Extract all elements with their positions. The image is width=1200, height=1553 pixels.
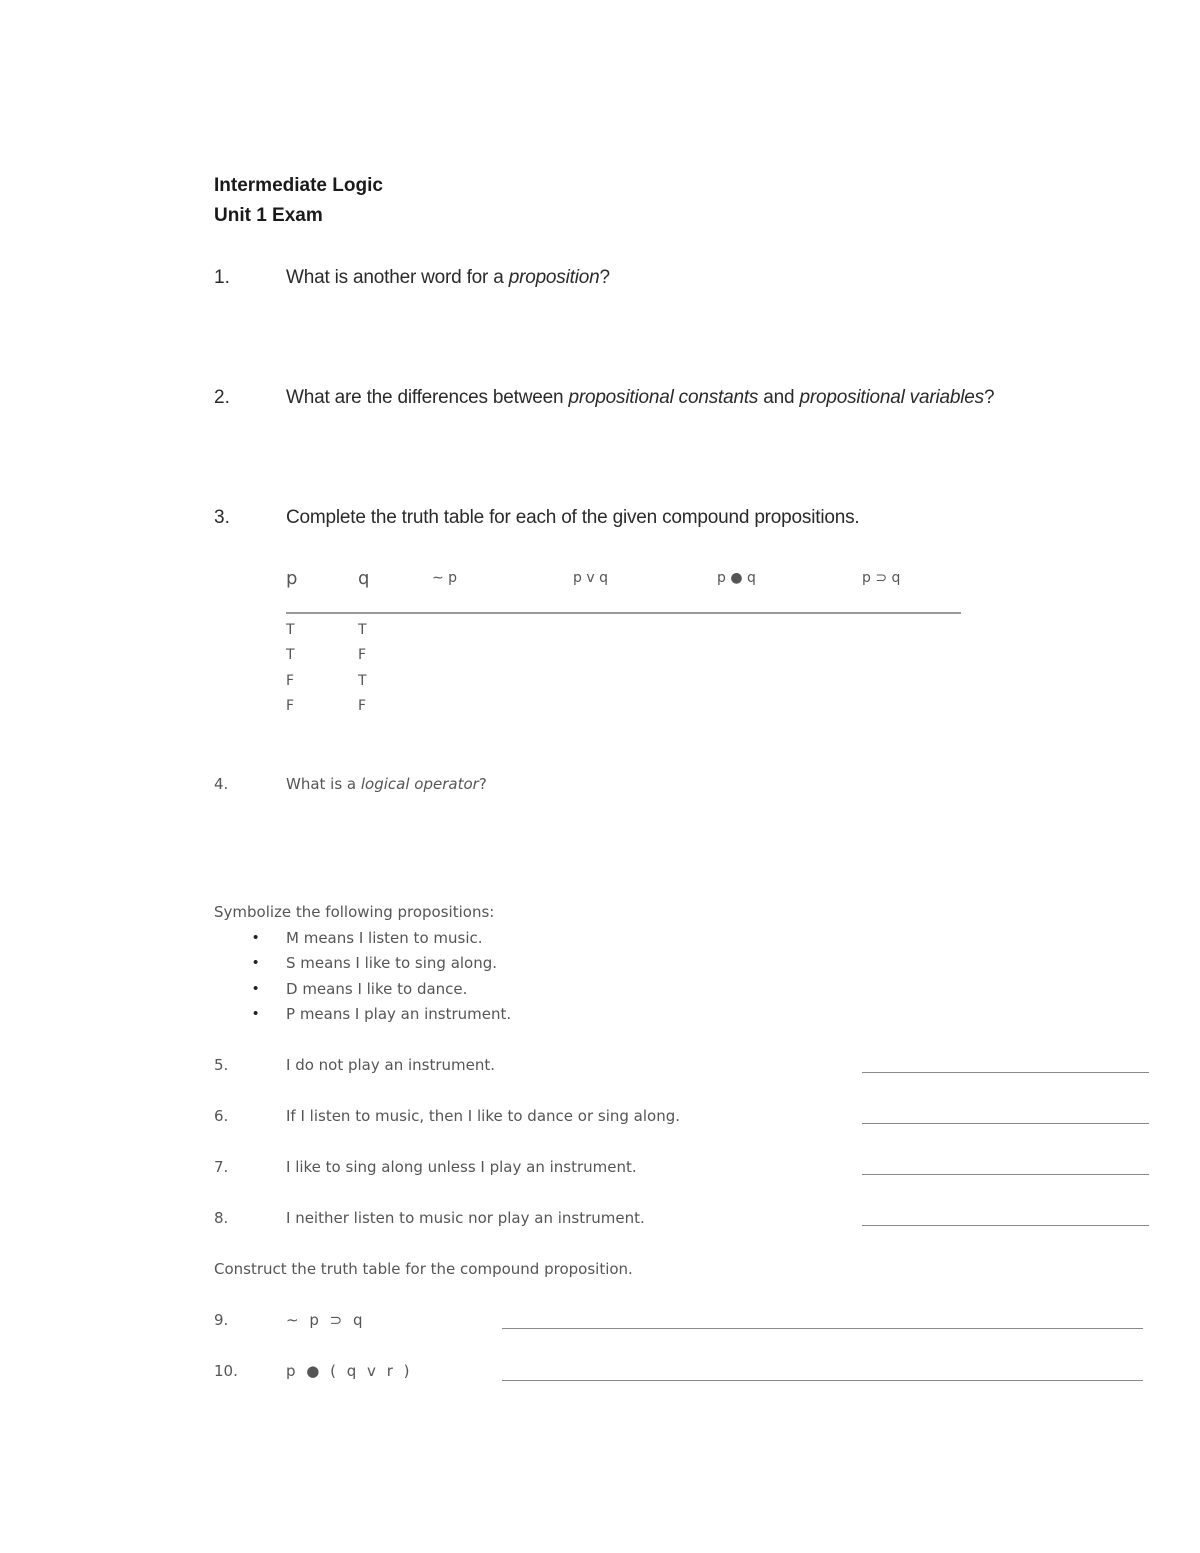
construct-instructions: Construct the truth table for the compound proposition. xyxy=(214,1260,633,1278)
question-1-text: What is another word for a proposition? xyxy=(286,267,610,288)
question-2-number: 2. xyxy=(214,387,230,408)
truth-table-header-p-implies-q: p ⊃ q xyxy=(862,570,901,586)
answer-line-10[interactable] xyxy=(502,1380,1143,1381)
question-8-number: 8. xyxy=(214,1209,229,1227)
truth-table-header-p: p xyxy=(286,568,298,589)
truth-table-header-rule xyxy=(286,612,961,614)
question-10-number: 10. xyxy=(214,1362,238,1380)
question-6-number: 6. xyxy=(214,1107,229,1125)
list-item: P means I play an instrument. xyxy=(286,1005,512,1023)
truth-table-header-not-p: ∼ p xyxy=(432,570,458,586)
truth-table-cell: T xyxy=(358,673,367,689)
truth-table-cell: F xyxy=(286,698,295,714)
truth-table-cell: T xyxy=(286,622,295,638)
question-3-text: Complete the truth table for each of the given compound propositions. xyxy=(286,507,860,528)
truth-table-header-p-or-q: p v q xyxy=(573,570,608,586)
truth-table-cell: T xyxy=(286,647,295,663)
list-item: D means I like to dance. xyxy=(286,980,468,998)
exam-course-title: Intermediate Logic xyxy=(214,175,383,196)
question-9-number: 9. xyxy=(214,1311,229,1329)
bullet-icon: • xyxy=(253,980,259,997)
truth-table-cell: F xyxy=(358,698,367,714)
bullet-icon: • xyxy=(253,929,259,946)
truth-table-cell: T xyxy=(358,622,367,638)
question-9-expression: ∼ p ⊃ q xyxy=(286,1311,366,1329)
bullet-icon: • xyxy=(253,1005,259,1022)
question-5-text: I do not play an instrument. xyxy=(286,1056,496,1074)
question-5-number: 5. xyxy=(214,1056,229,1074)
question-10-expression: p ● ( q v r ) xyxy=(286,1362,413,1380)
answer-line-6[interactable] xyxy=(862,1123,1149,1124)
question-6-text: If I listen to music, then I like to dance or sing along. xyxy=(286,1107,680,1125)
symbolize-instructions: Symbolize the following propositions: xyxy=(214,903,495,921)
question-3-number: 3. xyxy=(214,507,230,528)
question-7-number: 7. xyxy=(214,1158,229,1176)
question-4-text: What is a logical operator? xyxy=(286,775,487,793)
question-2-text: What are the differences between propositional constants and propositional variables? xyxy=(286,387,995,408)
question-4-number: 4. xyxy=(214,775,229,793)
truth-table-header-q: q xyxy=(358,568,370,589)
question-8-text: I neither listen to music nor play an instrument. xyxy=(286,1209,645,1227)
truth-table-cell: F xyxy=(286,673,295,689)
answer-line-5[interactable] xyxy=(862,1072,1149,1073)
bullet-icon: • xyxy=(253,954,259,971)
list-item: M means I listen to music. xyxy=(286,929,483,947)
exam-unit-title: Unit 1 Exam xyxy=(214,205,323,226)
question-1-number: 1. xyxy=(214,267,230,288)
question-7-text: I like to sing along unless I play an instrument. xyxy=(286,1158,637,1176)
answer-line-8[interactable] xyxy=(862,1225,1149,1226)
answer-line-9[interactable] xyxy=(502,1328,1143,1329)
truth-table-cell: F xyxy=(358,647,367,663)
answer-line-7[interactable] xyxy=(862,1174,1149,1175)
truth-table-header-p-and-q: p ● q xyxy=(717,570,756,586)
list-item: S means I like to sing along. xyxy=(286,954,498,972)
